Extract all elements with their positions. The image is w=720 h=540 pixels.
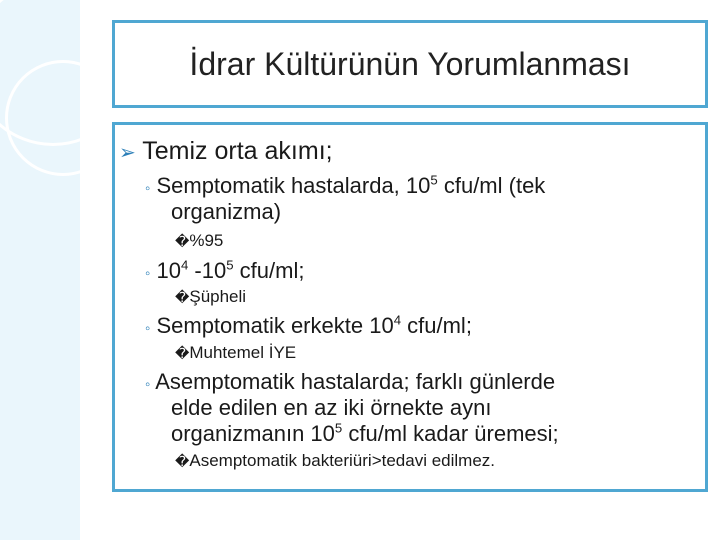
missing-glyph-icon: �	[175, 454, 190, 470]
item-text: 10	[156, 258, 181, 283]
ring-bullet-icon: ◦	[145, 320, 151, 337]
bullet-item	[145, 313, 472, 339]
item-text: cfu/ml kadar üremesi;	[342, 421, 559, 446]
heading-text: Temiz orta akımı;	[142, 137, 333, 165]
bullet-item	[145, 369, 555, 395]
bullet-item-continuation	[171, 395, 491, 421]
bullet-item-continuation	[171, 421, 559, 447]
item-text: cfu/ml;	[401, 313, 472, 338]
item-text: Asemptomatik hastalarda; farklı günlerde	[155, 369, 556, 394]
item-text: -10	[188, 258, 227, 283]
item-text: Semptomatik hastalarda, 10	[156, 173, 431, 198]
note-text: Muhtemel İYE	[189, 343, 297, 362]
sub-note	[175, 231, 223, 251]
missing-glyph-icon: �	[175, 290, 190, 306]
heading-line	[119, 137, 333, 166]
item-text: organizmanın 10	[171, 421, 335, 446]
item-text: Semptomatik erkekte 10	[156, 313, 394, 338]
ring-bullet-icon: ◦	[145, 376, 151, 393]
arrow-bullet-icon: ➢	[119, 142, 136, 164]
missing-glyph-icon: �	[175, 234, 190, 250]
bullet-item	[145, 258, 304, 284]
ring-bullet-icon: ◦	[145, 180, 151, 197]
slide-title: İdrar Kültürünün Yorumlanması	[189, 45, 631, 82]
note-text: Şüpheli	[189, 287, 247, 306]
title-box	[112, 20, 708, 108]
superscript: 5	[334, 420, 343, 436]
item-text: elde edilen en az iki örnekte aynı	[171, 395, 492, 420]
sub-note	[175, 451, 495, 471]
superscript: 5	[430, 172, 438, 188]
note-text: Asemptomatik bakteriüri>tedavi edilmez.	[189, 451, 496, 470]
bullet-item	[145, 173, 545, 199]
superscript: 4	[393, 312, 402, 328]
item-text: cfu/ml (tek	[437, 173, 546, 198]
superscript: 5	[226, 257, 234, 273]
note-text: %95	[189, 231, 224, 250]
sub-note	[175, 343, 296, 363]
decorative-circle	[5, 60, 121, 176]
content-box	[112, 122, 708, 492]
sub-note	[175, 287, 246, 307]
item-text: cfu/ml;	[233, 258, 305, 283]
item-text: organizma)	[171, 199, 282, 224]
bullet-item-continuation	[171, 199, 281, 225]
ring-bullet-icon: ◦	[145, 265, 151, 282]
missing-glyph-icon: �	[175, 346, 190, 362]
superscript: 4	[180, 257, 189, 273]
